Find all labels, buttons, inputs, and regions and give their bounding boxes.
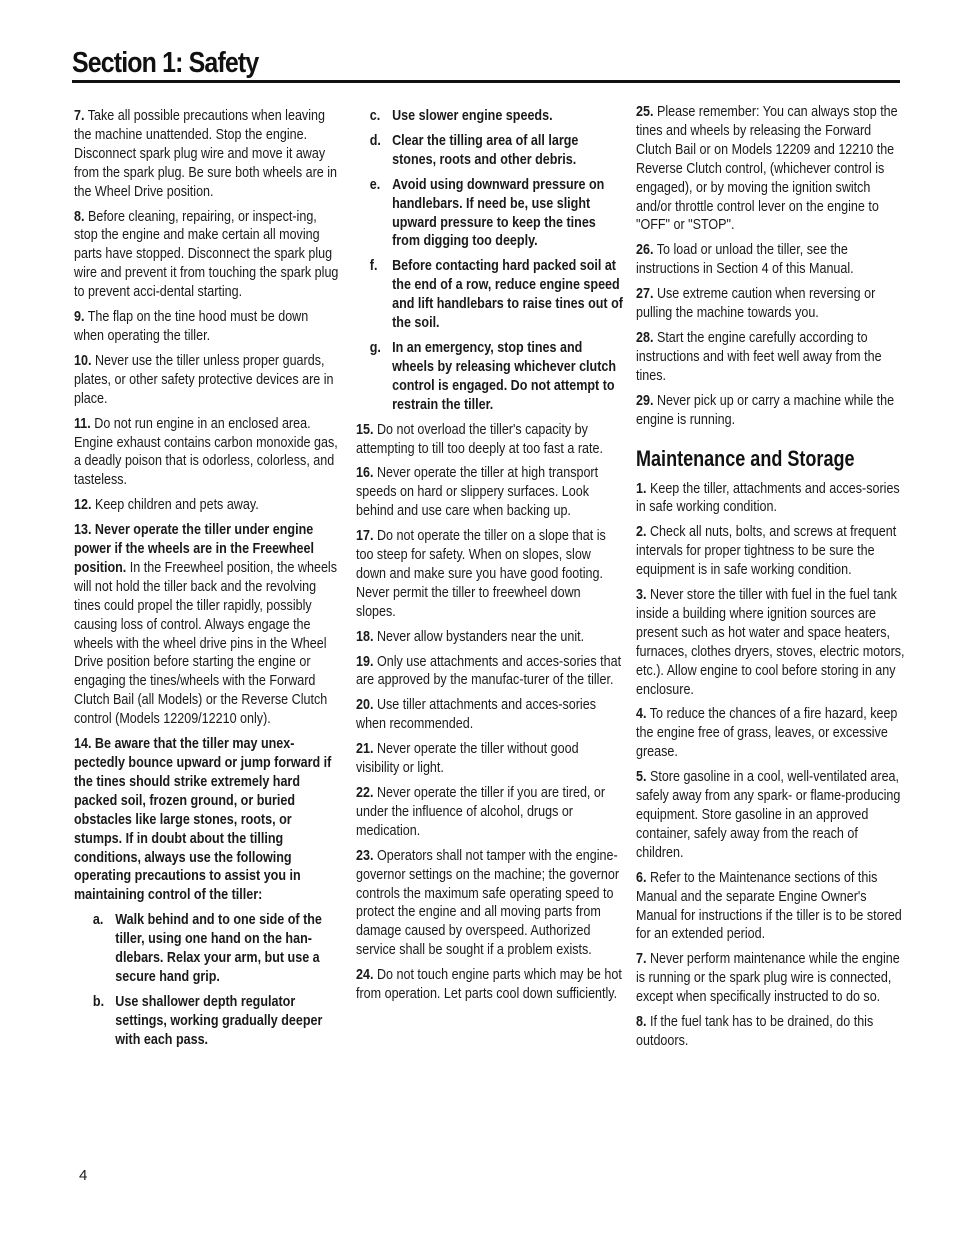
item-text: Keep the tiller, attachments and acces-sories in safe working condition. — [636, 480, 900, 516]
item-text: Refer to the Maintenance sections of this Manual and the separate Engine Owner's Manual for instructions if the tiller is to be stored for an extended period. — [636, 869, 902, 943]
item-number: 29. — [636, 392, 654, 409]
item-text: Never perform maintenance while the engine is running or the spark plug wire is connected, except when specifically instructed to do so. — [636, 951, 900, 1006]
item-text: Check all nuts, bolts, and screws at frequent intervals for proper tightness to be sure the equipment is in safe working condition. — [636, 524, 897, 579]
item-text: Use tiller attachments and acces-sories when recommended. — [356, 697, 596, 733]
item-number: 4. — [636, 706, 647, 723]
sub-letter: d. — [369, 132, 381, 149]
sub-letter: g. — [369, 339, 381, 356]
item-text: Use extreme caution when reversing or pulling the machine towards you. — [636, 286, 876, 322]
sub-precaution — [74, 993, 341, 1050]
item-number: 8. — [636, 1014, 647, 1031]
sub-text: Before contacting hard packed soil at the end of a row, reduce engine speed and lift handlebars to raise tines out of the soil. — [392, 258, 623, 332]
item-text: To load or unload the tiller, see the instructions in Section 4 of this Manual. — [636, 242, 854, 278]
item-number: 22. — [356, 785, 374, 801]
item-text: Operators shall not tamper with the engine-governor settings on the machine; the governor controls the maximum safe operating speed to protect the engine and all moving parts from damage caused by overspeed. Authorized service shall be sought if a problem exists. — [356, 847, 620, 959]
item-text: Never operate the tiller at high transport speeds on hard or slippery surfaces. Look behind and use care when backing up. — [356, 465, 599, 520]
item-text: Take all possible precautions when leaving the machine unattended. Stop the engine. Disconnect spark plug wire and move it away from the spark plug. Be sure both wheels are in the Wheel Drive position. — [74, 108, 338, 200]
maintenance-heading: Maintenance and Storage — [636, 445, 855, 471]
column-2 — [356, 107, 624, 1010]
safety-item-14: 14. Be aware that the tiller may unex-pectedly bounce upward or jump forward if the tines should strike extremely hard packed soil, frozen ground, or buried obstacles like large stones, roots, or stumps. If in doubt about the tilling conditions, always use the following operating precautions to assist you in maintaining control of the tiller: — [74, 736, 332, 904]
sub-text: In an emergency, stop tines and wheels by releasing whichever clutch control is engaged. Do not attempt to restrain the tiller. — [392, 339, 617, 413]
item-number: 16. — [356, 465, 374, 482]
safety-item — [356, 784, 623, 841]
sub-text: Avoid using downward pressure on handlebars. If need be, use slight upward pressure to keep the tines from digging too deeply. — [392, 176, 605, 250]
safety-item — [356, 966, 623, 1004]
item-number: 9. — [74, 309, 85, 326]
safety-item — [74, 308, 341, 346]
item-number: 10. — [74, 352, 92, 369]
item-number: 8. — [74, 208, 85, 225]
item-text: Do not overload the tiller's capacity by attempting to till too deeply at too fast a rate. — [356, 421, 603, 457]
maintenance-item — [636, 950, 905, 1007]
item-text: To reduce the chances of a fire hazard, keep the engine free of grass, leaves, or excessive grease. — [636, 706, 898, 761]
maintenance-item — [636, 869, 905, 945]
safety-item — [74, 352, 341, 409]
sub-precaution — [356, 107, 623, 126]
maintenance-item — [636, 480, 905, 518]
item-number: 18. — [356, 628, 374, 645]
sub-precaution — [74, 911, 341, 987]
safety-item — [74, 208, 341, 303]
item-text: Never allow bystanders near the unit. — [376, 628, 585, 645]
item-number: 12. — [74, 497, 92, 514]
safety-item — [636, 241, 905, 279]
item-number: 19. — [356, 653, 374, 670]
section-title: Section 1: Safety — [72, 47, 259, 79]
item-number: 11. — [74, 415, 91, 432]
item-text: Please remember: You can always stop the tines and wheels by releasing the Forward Clutch Bail or on Models 12209 and 12210 the Reverse Clutch control, (whichever control is engaged), or by moving the ignition switch and/or throttle control lever on the engine to "OFF" or "STOP". — [636, 104, 898, 234]
column-3 — [636, 103, 906, 1057]
item-number: 23. — [356, 847, 374, 864]
item-text: The flap on the tine hood must be down when operating the tiller. — [74, 309, 309, 344]
sub-letter: f. — [369, 258, 378, 275]
item-text: Do not operate the tiller on a slope that is too steep for safety. When on slopes, slow down and make sure you have good footing. Never permit the tiller to freewheel down slopes. — [356, 528, 606, 620]
maintenance-item — [636, 523, 905, 580]
item-number: 20. — [356, 697, 374, 714]
safety-item — [636, 329, 905, 386]
safety-item — [356, 847, 623, 960]
item-text: Keep children and pets away. — [94, 497, 259, 514]
safety-item — [356, 740, 623, 778]
safety-item — [356, 653, 623, 691]
item-number: 26. — [636, 242, 654, 259]
sub-text: Use shallower depth regulator settings, working gradually deeper with each pass. — [115, 993, 323, 1048]
safety-item — [74, 496, 341, 515]
maintenance-item — [636, 705, 905, 762]
sub-letter: a. — [92, 912, 104, 929]
item-number: 27. — [636, 286, 654, 303]
safety-item — [356, 628, 623, 647]
sub-text: Walk behind and to one side of the tiller, using one hand on the han-dlebars. Relax your arm, but use a secure hand grip. — [115, 912, 322, 985]
sub-text: Use slower engine speeds. — [392, 108, 553, 124]
item-text: Only use attachments and acces-sories that are approved by the manufac-turer of the tiller. — [356, 653, 622, 689]
header-rule — [72, 80, 900, 83]
page-number: 4 — [79, 1167, 88, 1184]
maintenance-item — [636, 586, 905, 699]
sub-precaution — [356, 339, 623, 415]
sub-letter: b. — [92, 993, 105, 1010]
item-text: Never operate the tiller without good visibility or light. — [356, 741, 579, 777]
item-number: 7. — [636, 951, 647, 968]
item-number: 17. — [356, 528, 374, 545]
item-number: 7. — [74, 108, 85, 124]
item-number: 5. — [636, 769, 647, 786]
item-number: 1. — [636, 480, 647, 497]
item-number: 21. — [356, 741, 374, 758]
safety-item — [636, 103, 905, 235]
sub-precaution — [356, 176, 623, 252]
item-number: 24. — [356, 967, 374, 984]
item-text: Never operate the tiller if you are tired, or under the influence of alcohol, drugs or medication. — [356, 785, 606, 839]
item-number: 2. — [636, 524, 647, 541]
safety-item — [356, 527, 623, 622]
item-13-bold: 13. Never operate the tiller under engine power if the wheels are in the Freewheel position. — [74, 522, 314, 576]
safety-item — [74, 107, 341, 202]
item-text: Start the engine carefully according to instructions and with feet well away from the tines. — [636, 329, 882, 384]
item-text: Never store the tiller with fuel in the fuel tank inside a building where ignition sources are present such as hot water and space heaters, furnaces, clothes dryers, stoves, electric motors, etc.). Allow engine to cool before storing in any enclosure. — [636, 587, 905, 698]
sub-letter: c. — [369, 108, 381, 124]
item-number: 28. — [636, 329, 654, 346]
item-text: Store gasoline in a cool, well-ventilated area, safely away from any spark- or flame-producing equipment. Store gasoline in an approved container, safely away from the reach of children. — [636, 769, 901, 861]
safety-item-13 — [74, 521, 341, 729]
safety-item — [74, 415, 341, 491]
item-number: 25. — [636, 104, 654, 120]
sub-letter: e. — [369, 176, 381, 193]
item-text: Do not touch engine parts which may be hot from operation. Let parts cool down sufficiently. — [356, 967, 622, 1003]
item-text: Do not run engine in an enclosed area. Engine exhaust contains carbon monoxide gas, a deadly poison that is odorless, colorless, and tasteless. — [74, 415, 338, 489]
maintenance-item — [636, 1013, 905, 1051]
maintenance-item — [636, 768, 905, 863]
safety-item — [636, 392, 905, 430]
item-text: If the fuel tank has to be drained, do this outdoors. — [636, 1014, 874, 1049]
item-number: 15. — [356, 421, 374, 438]
page-header — [72, 46, 900, 80]
column-1 — [74, 107, 342, 1056]
sub-precaution — [356, 132, 623, 170]
safety-item — [636, 285, 905, 323]
item-number: 6. — [636, 869, 647, 886]
item-number: 3. — [636, 587, 647, 604]
item-13-text: In the Freewheel position, the wheels will not hold the tiller back and the revolving tines could propel the tiller rapidly, possibly causing loss of control. Always engage the wheels with the wheel drive pins in the Wheel Drive position before starting the engine or engaging the tines/wheels with the Forward Clutch Bail (all Models) or the Reverse Clutch control (Models 12209/12210 only). — [74, 559, 337, 728]
item-text: Never use the tiller unless proper guards, plates, or other safety protective devices are in place. — [74, 352, 334, 407]
item-text: Before cleaning, repairing, or inspect-ing, stop the engine and make certain all moving parts have stopped. Disconnect the spark plug wire and prevent it from touching the spark plug to prevent acci-dental starting. — [74, 208, 339, 301]
safety-item — [356, 421, 623, 459]
safety-item — [356, 464, 623, 521]
sub-precaution — [356, 257, 623, 333]
item-text: Never pick up or carry a machine while the engine is running. — [636, 392, 895, 428]
safety-item — [356, 696, 623, 734]
sub-text: Clear the tilling area of all large stones, roots and other debris. — [392, 132, 579, 168]
